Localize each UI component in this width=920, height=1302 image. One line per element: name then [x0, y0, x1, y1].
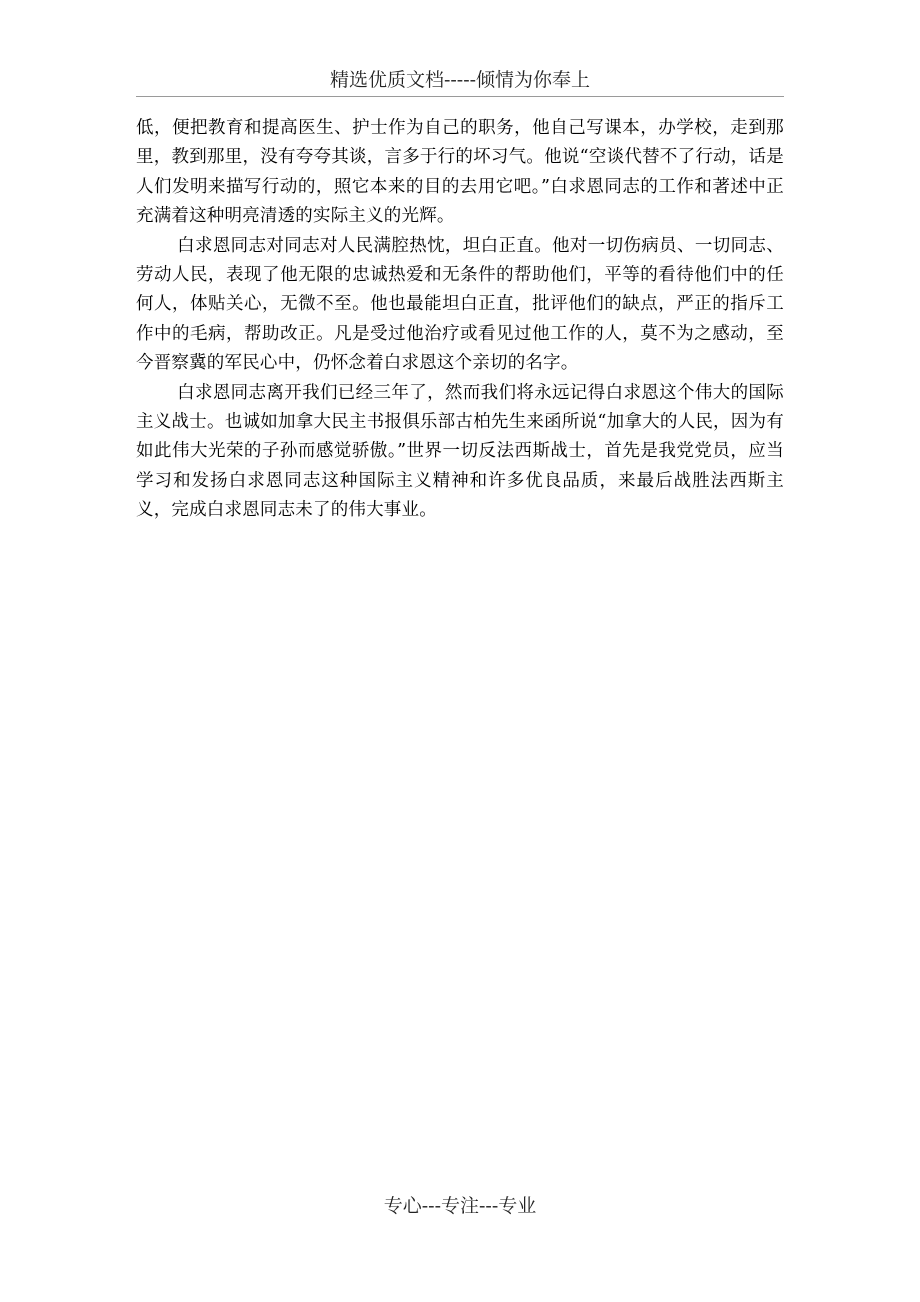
paragraph-continued: 低，便把教育和提高医生、护士作为自己的职务，他自己写课本，办学校，走到那里，教到那里，没有夸夸其谈，言多于行的坏习气。他说“空谈代替不了行动，话是人们发明来描写行动的，照它本来的目的去用它吧。”白求恩同志的工作和著述中正充满着这种明亮清透的实际主义的光辉。: [136, 118, 784, 227]
page-footer: 专心---专注---专业: [383, 1195, 537, 1217]
paragraph-conclusion: 白求恩同志离开我们已经三年了，然而我们将永远记得白求恩这个伟大的国际主义战士。也诚如加拿大民主书报俱乐部古柏先生来函所说“加拿大的人民，因为有如此伟大光荣的子孙而感觉骄傲。”世界一切反法西斯战士，首先是我党党员，应当学习和发扬白求恩同志这种国际主义精神和许多优良品质，来最后战胜法西斯主义，完成白求恩同志未了的伟大事业。: [136, 382, 784, 521]
paragraph-character: 白求恩同志对同志对人民满腔热忱，坦白正直。他对一切伤病员、一切同志、劳动人民，表现了他无限的忠诚热爱和无条件的帮助他们，平等的看待他们中的任何人，体贴关心，无微不至。他也最能坦白正直，批评他们的缺点，严正的指斥工作中的毛病，帮助改正。凡是受过他治疗或看见过他工作的人，莫不为之感动，至今晋察冀的军民心中，仍怀念着白求恩这个亲切的名字。: [136, 235, 784, 374]
header-divider: [136, 96, 784, 97]
page-header: 精选优质文档-----倾情为你奉上: [329, 69, 591, 91]
document-body: [136, 114, 784, 526]
